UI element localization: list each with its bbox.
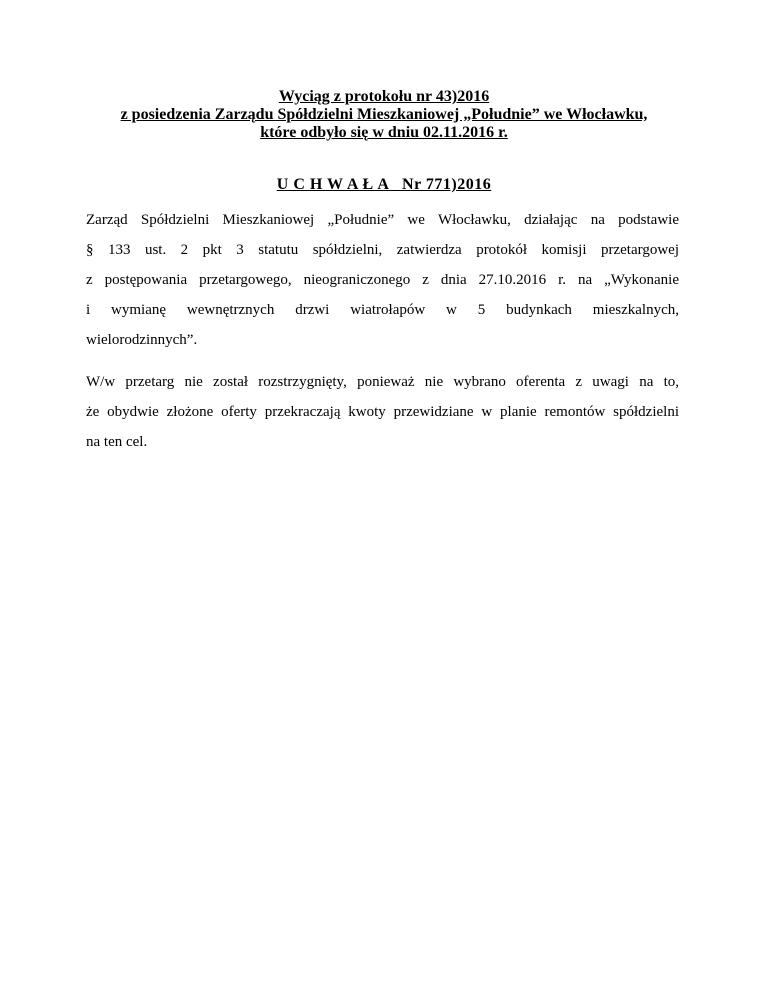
paragraph2-line: na ten cel. — [86, 434, 148, 450]
meeting-subtitle: z posiedzenia Zarządu Spółdzielni Mieszkaniowej „Południe” we Włocławku, — [120, 106, 648, 123]
resolution-title: U C H W A Ł A Nr 771)2016 — [276, 176, 492, 193]
paragraph2-line: W/w przetarg nie został rozstrzygnięty, ponieważ nie wybrano oferenta z uwagi na to, — [86, 374, 679, 390]
paragraph1-line: i wymianę wewnętrznych drzwi wiatrołapów w 5 budynkach mieszkalnych, — [86, 302, 679, 318]
paragraph1-line: § 133 ust. 2 pkt 3 statutu spółdzielni, zatwierdza protokół komisji przetargowej — [86, 242, 679, 258]
paragraph1-line: Zarząd Spółdzielni Mieszkaniowej „Południe” we Włocławku, działając na podstawie — [86, 212, 679, 228]
paragraph1-line: z postępowania przetargowego, nieograniczonego z dnia 27.10.2016 r. na „Wykonanie — [86, 272, 679, 288]
meeting-date-line: które odbyło się w dniu 02.11.2016 r. — [260, 124, 508, 141]
paragraph1-line: wielorodzinnych”. — [86, 332, 198, 348]
protocol-extract-title: Wyciąg z protokołu nr 43)2016 — [278, 88, 490, 105]
paragraph2-line: że obydwie złożone oferty przekraczają kwoty przewidziane w planie remontów spółdzielni — [86, 404, 679, 420]
